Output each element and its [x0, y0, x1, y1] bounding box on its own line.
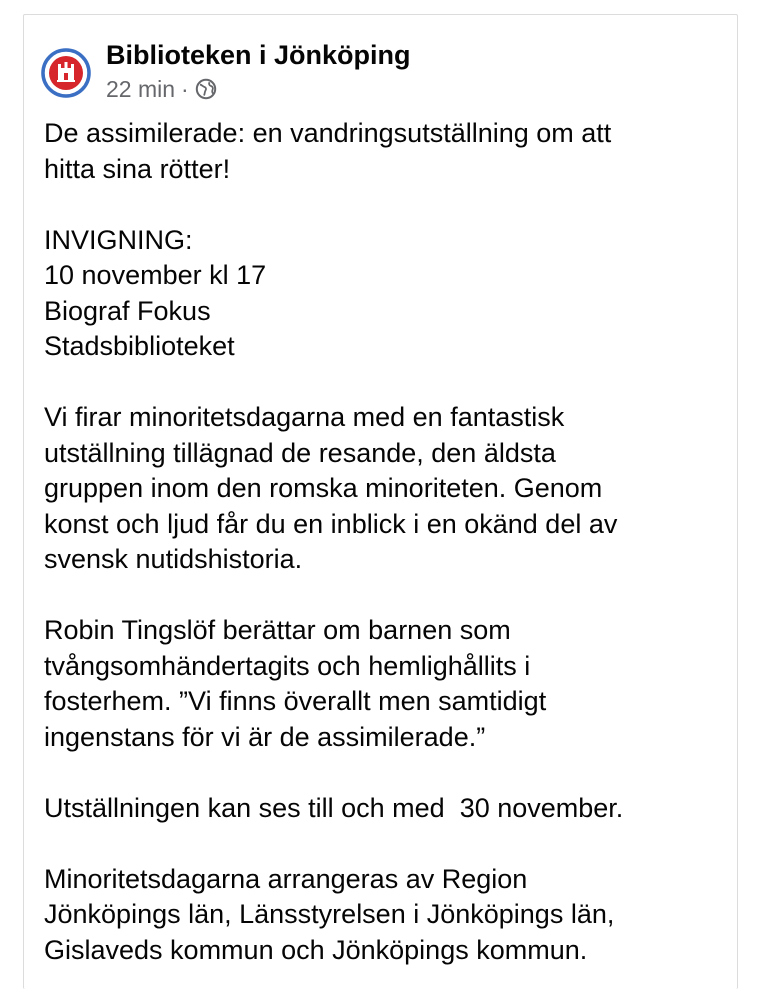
post-text-line: tvångsomhändertagits och hemlighållits i — [44, 650, 531, 681]
post-text-line: Biograf Fokus — [44, 295, 211, 326]
page-name-link[interactable]: Biblioteken i Jönköping — [106, 40, 411, 70]
post-text-line: 10 november kl 17 — [44, 260, 267, 290]
post-text-line: fosterhem. ”Vi finns överallt men samtidigt — [44, 686, 547, 716]
post-meta — [106, 37, 411, 104]
post-body — [44, 116, 724, 1004]
post-text-line: konst och ljud får du en inblick i en okänd del av — [44, 508, 618, 539]
post-paragraph — [44, 400, 724, 578]
post-paragraph — [44, 116, 724, 187]
post-text-line: Jönköpings län, Länsstyrelsen i Jönköpings län, — [44, 899, 615, 929]
post-text-line: utställning tillägnad de resande, den äldsta — [44, 437, 556, 468]
post-text-line: INVIGNING: — [44, 224, 193, 255]
page-avatar[interactable] — [41, 48, 91, 98]
post-paragraph — [44, 791, 724, 827]
post-text-line: Gislaveds kommun och Jönköpings kommun. — [44, 934, 588, 965]
post-timestamp[interactable]: 22 min — [106, 76, 176, 102]
post-text-line: Minoritetsdagarna arrangeras av Region — [44, 863, 528, 894]
post-subline — [106, 74, 411, 104]
post-paragraph — [44, 613, 724, 755]
post-text-line: Stadsbiblioteket — [44, 331, 235, 361]
library-logo-icon — [41, 48, 91, 98]
post-text-line: hitta sina rötter! — [44, 153, 231, 184]
separator-dot: · — [181, 76, 189, 102]
post-header — [41, 37, 411, 104]
post-text-line: Robin Tingslöf berättar om barnen som — [44, 615, 511, 645]
globe-icon[interactable] — [195, 78, 217, 100]
post-text-line: gruppen inom den romska minoriteten. Genom — [44, 473, 603, 503]
post-text-line: ingenstans för vi är de assimilerade.” — [44, 721, 486, 752]
post-card — [23, 14, 738, 989]
post-text-line: Vi firar minoritetsdagarna med en fantastisk — [44, 402, 565, 432]
post-paragraph — [44, 862, 724, 969]
post-paragraph — [44, 223, 724, 365]
post-text-line: Utställningen kan ses till och med 30 november. — [44, 792, 624, 823]
post-text-line: De assimilerade: en vandringsutställning om att — [44, 118, 612, 148]
post-text-line: svensk nutidshistoria. — [44, 544, 303, 574]
